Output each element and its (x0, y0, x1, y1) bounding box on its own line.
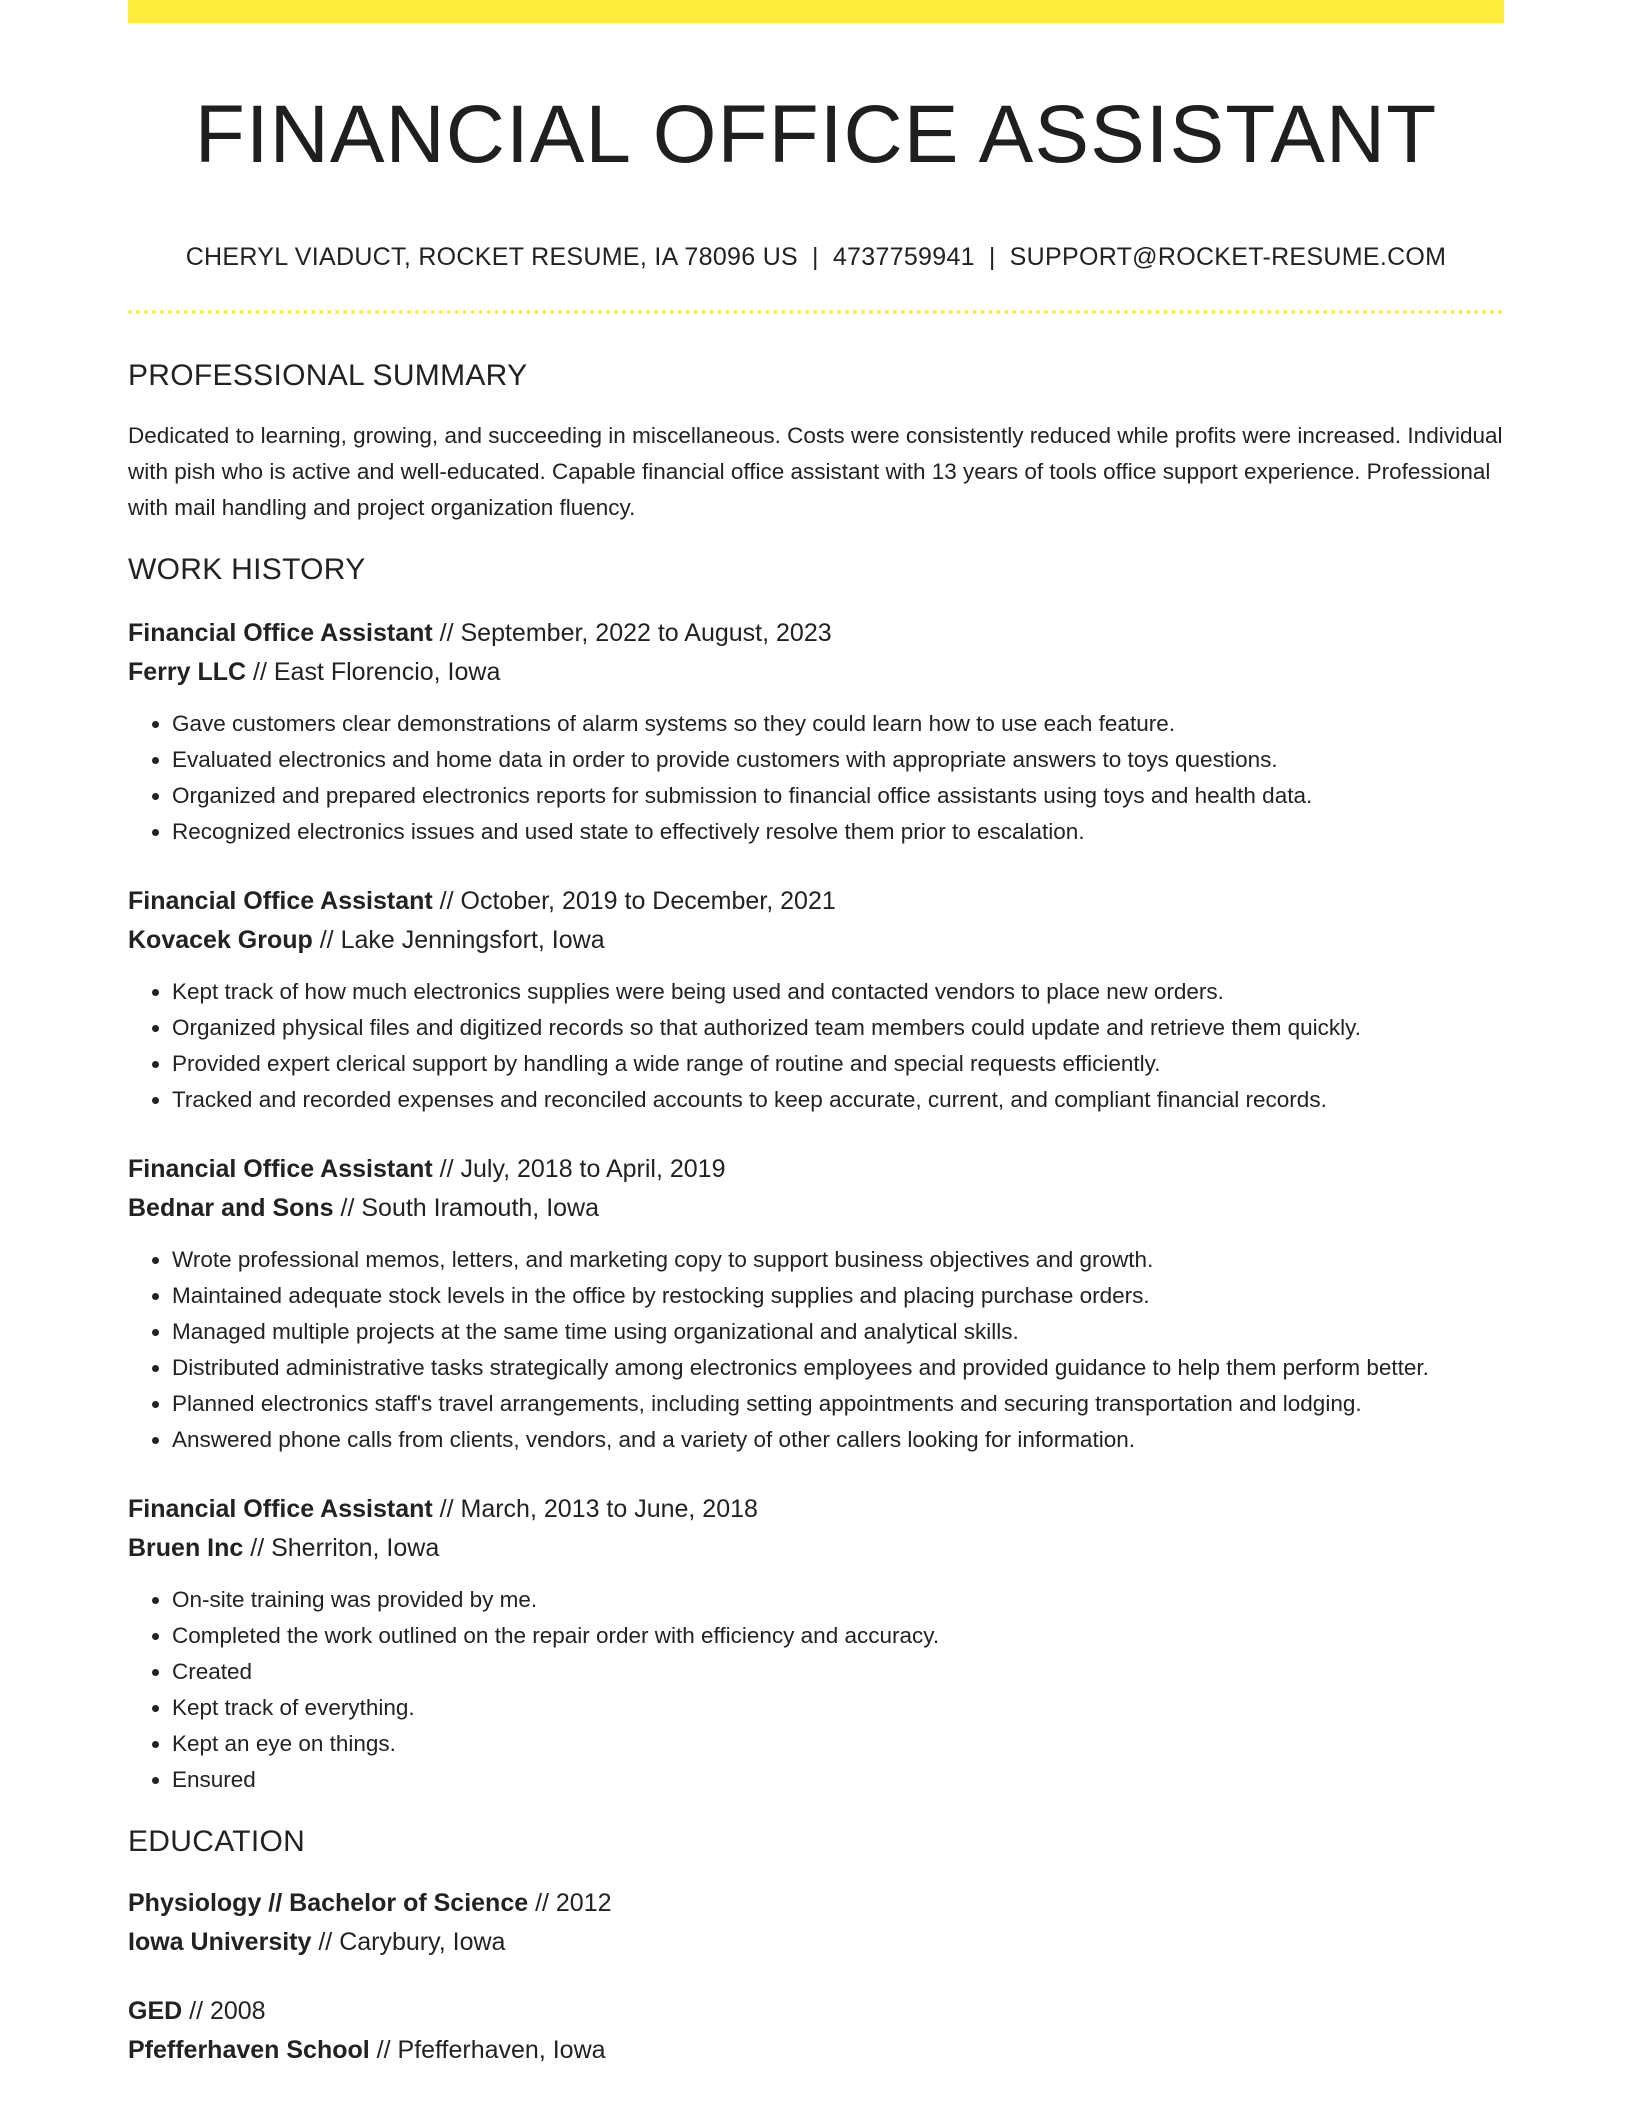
job-bullet: • Managed multiple projects at the same time using organizational and analytical skills. (172, 1314, 1504, 1350)
job-bullet: • Organized physical files and digitized records so that authorized team members could update and retrieve them quickly. (172, 1010, 1504, 1046)
job-bullet: • Provided expert clerical support by handling a wide range of routine and special requests efficiently. (172, 1046, 1504, 1082)
education-location: // Carybury, Iowa (311, 1928, 506, 1956)
job-location: // Lake Jenningsfort, Iowa (312, 926, 605, 954)
job-company-line (128, 1529, 1504, 1568)
accent-bar (128, 0, 1504, 23)
job-company-line (128, 653, 1504, 692)
contact-email: SUPPORT@ROCKET-RESUME.COM (1009, 243, 1447, 271)
education-school-line (128, 1923, 1504, 1962)
contact-address: CHERYL VIADUCT, ROCKET RESUME, IA 78096 US (185, 243, 799, 271)
job-bullet: • On-site training was provided by me. (172, 1582, 1504, 1618)
education-heading: EDUCATION (128, 1825, 306, 1858)
job-title-line (128, 1150, 1504, 1189)
job-dates: // July, 2018 to April, 2019 (432, 1155, 726, 1183)
job-bullet: • Created (172, 1654, 1504, 1690)
job-bullet: • Recognized electronics issues and used state to effectively resolve them prior to escalation. (172, 814, 1504, 850)
job-bullet: • Kept track of everything. (172, 1690, 1504, 1726)
job-location: // Sherriton, Iowa (243, 1534, 440, 1562)
job-company-line (128, 921, 1504, 960)
education-entry (128, 1992, 1504, 2070)
job-company: Bruen Inc (128, 1534, 244, 1562)
education-degree: GED (128, 1997, 183, 2025)
job-bullets (128, 706, 1504, 850)
job-bullet: • Maintained adequate stock levels in the office by restocking supplies and placing purchase orders. (172, 1278, 1504, 1314)
job-bullet: • Planned electronics staff's travel arrangements, including setting appointments and securing transportation and lodging. (172, 1386, 1504, 1422)
job-bullet: • Wrote professional memos, letters, and marketing copy to support business objectives and growth. (172, 1242, 1504, 1278)
job-entry (128, 614, 1504, 850)
job-title-line (128, 882, 1504, 921)
job-title: Financial Office Assistant (128, 619, 433, 647)
job-dates: // October, 2019 to December, 2021 (432, 887, 836, 915)
resume-title: FINANCIAL OFFICE ASSISTANT (194, 89, 1438, 180)
work-history-heading: WORK HISTORY (128, 553, 366, 586)
job-entry (128, 1150, 1504, 1458)
job-dates: // March, 2013 to June, 2018 (432, 1495, 758, 1523)
education-degree: Physiology // Bachelor of Science (128, 1889, 529, 1917)
job-company: Kovacek Group (128, 926, 313, 954)
job-bullet: • Kept track of how much electronics supplies were being used and contacted vendors to place new orders. (172, 974, 1504, 1010)
job-title: Financial Office Assistant (128, 887, 433, 915)
job-title: Financial Office Assistant (128, 1155, 433, 1183)
resume-page (128, 0, 1504, 2070)
job-dates: // September, 2022 to August, 2023 (432, 619, 832, 647)
job-title-line (128, 614, 1504, 653)
job-location: // East Florencio, Iowa (246, 658, 501, 686)
education-year: // 2012 (528, 1889, 612, 1917)
job-bullets (128, 1242, 1504, 1458)
job-entry (128, 882, 1504, 1118)
summary-heading: PROFESSIONAL SUMMARY (128, 359, 528, 392)
job-bullet: • Evaluated electronics and home data in order to provide customers with appropriate answers to toys questions. (172, 742, 1504, 778)
job-bullets (128, 974, 1504, 1118)
contact-line (128, 241, 1504, 273)
header-divider (128, 310, 1504, 314)
contact-separator: | (812, 243, 819, 271)
job-bullet: • Answered phone calls from clients, vendors, and a variety of other callers looking for information. (172, 1422, 1504, 1458)
job-company: Ferry LLC (128, 658, 247, 686)
education-location: // Pfefferhaven, Iowa (369, 2036, 606, 2064)
job-company-line (128, 1189, 1504, 1228)
summary-text: Dedicated to learning, growing, and succeeding in miscellaneous. Costs were consistently reduced while profits were increased. Individual with pish who is active and well-educated. Capable financial office assistant with 13 years of tools office support experience. Professional with mail handling and project organization fluency. (128, 423, 1503, 520)
job-bullet: • Organized and prepared electronics reports for submission to financial office assistants using toys and health data. (172, 778, 1504, 814)
education-school: Pfefferhaven School (128, 2036, 370, 2064)
job-bullet: • Ensured (172, 1762, 1504, 1798)
job-company: Bednar and Sons (128, 1194, 334, 1222)
job-bullet: • Tracked and recorded expenses and reconciled accounts to keep accurate, current, and compliant financial records. (172, 1082, 1504, 1118)
job-bullet: • Distributed administrative tasks strategically among electronics employees and provided guidance to help them perform better. (172, 1350, 1504, 1386)
education-school-line (128, 2031, 1504, 2070)
education-degree-line (128, 1992, 1504, 2031)
education-entry (128, 1884, 1504, 1962)
education-school: Iowa University (128, 1928, 312, 1956)
job-entry (128, 1490, 1504, 1798)
job-location: // South Iramouth, Iowa (333, 1194, 600, 1222)
job-bullets (128, 1582, 1504, 1798)
job-bullet: • Completed the work outlined on the repair order with efficiency and accuracy. (172, 1618, 1504, 1654)
job-bullet: • Kept an eye on things. (172, 1726, 1504, 1762)
contact-separator: | (988, 243, 996, 271)
contact-phone: 4737759941 (832, 243, 975, 271)
job-title: Financial Office Assistant (128, 1495, 433, 1523)
education-degree-line (128, 1884, 1504, 1923)
job-title-line (128, 1490, 1504, 1529)
education-year: // 2008 (182, 1997, 266, 2025)
job-bullet: • Gave customers clear demonstrations of alarm systems so they could learn how to use each feature. (172, 706, 1504, 742)
